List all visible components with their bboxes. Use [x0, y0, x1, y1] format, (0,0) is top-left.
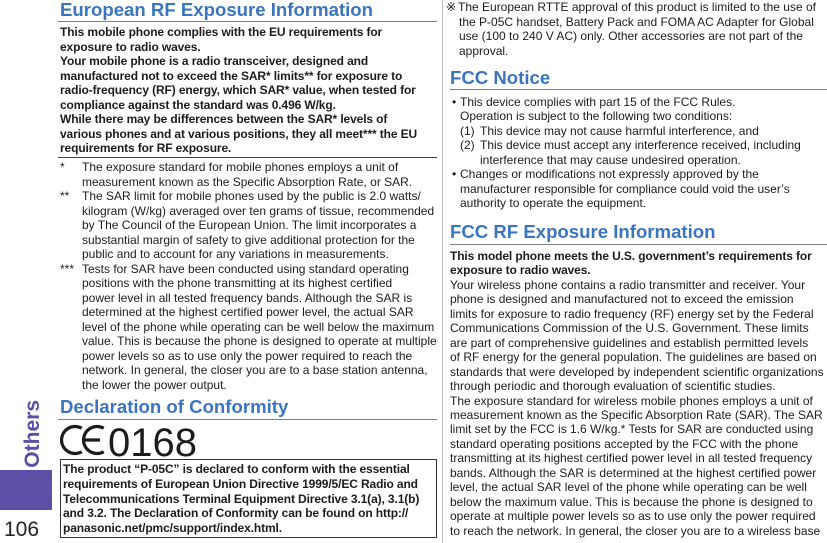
condition-marker: (2) — [460, 138, 475, 153]
footnote — [60, 262, 437, 393]
eu-rf-exposure-heading: European RF Exposure Information — [60, 0, 374, 20]
condition-line: This device may not cause harmful interference, and — [480, 123, 759, 138]
bullet-icon: • — [452, 95, 457, 109]
footnote-line: power level in all tested frequency bands. Although the SAR is — [82, 290, 413, 305]
rf-body-line: phone is designed and manufactured not to exceed the emission — [450, 292, 794, 307]
rf-bold-line: exposure to radio waves. — [450, 263, 591, 278]
footnote-line: level of the phone while operating can be well below the maximum — [82, 319, 435, 334]
eu-intro-line: manufactured not to exceed the SAR* limits** for exposure to — [60, 68, 403, 83]
rf-body-line: to reach the network. In general, the closer you are to a wireless base — [450, 523, 821, 538]
note-line: approval. — [459, 43, 509, 58]
bullet-icon: • — [452, 167, 457, 182]
conformity-line: Telecommunications Terminal Equipment Directive 3.1(a), 3.1(b) — [63, 491, 420, 506]
rf-body-line: through periodic and thorough evaluation of scientific studies. — [450, 379, 776, 394]
fcc-notice-heading: FCC Notice — [450, 67, 551, 88]
eu-intro-line: Your mobile phone is a radio transceiver, designed and — [60, 54, 369, 68]
note-line: use (100 to 240 V AC) only. Other accessories are not part of the — [459, 29, 803, 44]
rf-body-line: measurement known as the Specific Absorption Rate (SAR). The SAR — [450, 407, 823, 422]
footnote-line: substantial margin of safety to give additional protection for the — [82, 232, 415, 247]
footnote — [60, 189, 437, 262]
footnote-line: The exposure standard for mobile phones employs a unit of — [82, 160, 399, 174]
conformity-line: The product “P-05C” is declared to conform with the essential — [63, 462, 410, 476]
heading-rule — [450, 89, 827, 90]
eu-intro-line: While there may be differences between the SAR* levels of — [60, 112, 388, 126]
fcc-rf-exposure-body — [450, 249, 824, 538]
eu-intro-line: requirements for RF exposure. — [60, 141, 232, 155]
rf-bold-line: This model phone meets the U.S. government’s requirements for — [450, 249, 812, 263]
heading-rule — [450, 244, 827, 245]
page-number: 106 — [4, 518, 40, 541]
eu-intro-line: This mobile phone complies with the EU requirements for — [60, 25, 383, 39]
rf-body-line: bands. Although the SAR is determined at the highest certified power — [450, 465, 817, 480]
footnote-line: power levels so as to use only the power required to reach the — [82, 348, 413, 363]
rf-body-line: Your wireless phone contains a radio transmitter and receiver. Your — [450, 277, 806, 292]
footnote-marker: * — [60, 160, 65, 174]
rf-body-line: standards that were developed by independent scientific organizations — [450, 364, 824, 379]
footnote-marker: *** — [60, 261, 75, 276]
rf-body-line: transmitting at its highest certified power level in all tested frequency — [450, 451, 813, 466]
footnote-line: positions with the phone transmitting at its highest certified — [82, 276, 393, 290]
note-line: the P-05C handset, Battery Pack and FOMA AC Adapter for Global — [459, 14, 814, 29]
eu-intro-line: compliance against the standard was 0.496 W/kg. — [60, 97, 336, 112]
column-divider — [442, 0, 443, 543]
heading-rule — [58, 419, 437, 420]
footnote-line: Tests for SAR have been conducted using standard operating — [82, 261, 409, 276]
eu-footnotes — [60, 160, 437, 392]
reference-mark-icon: ※ — [446, 0, 457, 14]
rtte-approval-note — [446, 0, 816, 58]
rf-body-line: limits for exposure to radio frequency (RF) energy set by the Federal — [450, 306, 814, 321]
bullet-line: Changes or modifications not expressly approved by the — [460, 167, 759, 182]
footnote-line: the lower the power output. — [82, 377, 227, 392]
fcc-bullet-item — [452, 95, 801, 167]
rf-body-line: limit set by the FCC is 1.6 W/kg.* Tests for SAR are conducted using — [450, 422, 814, 437]
ce-mark — [60, 423, 210, 459]
footnote-line: network. In general, the closer you are to a base station antenna, — [82, 363, 428, 377]
condition-marker: (1) — [460, 123, 475, 138]
notified-body-number: 0168 — [108, 423, 197, 459]
ce-symbol-logo — [62, 427, 104, 454]
rf-body-line: of RF energy for the general population. The guidelines are based on — [450, 350, 817, 365]
rf-body-line: The exposure standard for wireless mobile phones employs a unit of — [450, 393, 813, 408]
condition-line: This device must accept any interference received, including — [480, 138, 801, 153]
bullet-line: This device complies with part 15 of the FCC Rules. — [460, 95, 736, 109]
bullet-line: Operation is subject to the following two conditions: — [460, 109, 733, 124]
heading-rule — [58, 21, 437, 22]
footnote — [60, 160, 437, 189]
rf-body-line: below the maximum value. This is because the phone is designed to — [450, 494, 813, 509]
conformity-line: panasonic.net/pmc/support/index.html. — [63, 521, 282, 536]
condition-item — [460, 124, 801, 138]
footnote-line: The SAR limit for mobile phones used by the public is 2.0 watts/ — [82, 189, 421, 203]
footnote-line: measurement known as the Specific Absorption Rate, or SAR. — [82, 174, 413, 189]
declaration-of-conformity-heading: Declaration of Conformity — [60, 396, 289, 417]
section-tab-label: Others — [21, 400, 44, 468]
fcc-rf-exposure-heading: FCC RF Exposure Information — [450, 221, 716, 242]
bullet-line: manufacturer responsible for compliance could void the user’s — [460, 181, 790, 196]
eu-intro-line: radio-frequency (RF) energy, which SAR* value, when tested for — [60, 83, 416, 97]
bullet-line: authority to operate the equipment. — [460, 196, 647, 211]
rf-body-line: are part of comprehensive guidelines and establish permitted levels — [450, 335, 809, 350]
intro-separator-rule — [58, 157, 437, 158]
conformity-line: requirements of European Union Directive 1999/5/EC Radio and — [63, 476, 418, 491]
fcc-bullet-item — [452, 167, 801, 210]
rf-body-line: Communications Commission of the U.S. Government. These limits — [450, 321, 809, 336]
rf-body-line: level, the actual SAR level of the phone while operating can be well — [450, 480, 807, 495]
footnote-line: value. This is because the phone is designed to operate at multiple — [82, 334, 437, 348]
footnote-line: by The Council of the European Union. The limit incorporates a — [82, 218, 417, 232]
footnote-line: determined at the highest certified power level, the actual SAR — [82, 305, 414, 319]
eu-intro-line: various phones and at various positions, they all meet*** the EU — [60, 126, 418, 141]
conformity-statement-box — [60, 459, 437, 538]
rf-body-line: operate at multiple power levels so as to use only the power required — [450, 509, 816, 524]
footnote-line: public and to account for any variations in measurements. — [82, 247, 389, 261]
note-line: The European RTTE approval of this product is limited to the use of — [458, 0, 816, 14]
rf-body-line: standard operating positions accepted by the FCC with the phone — [450, 436, 799, 451]
section-tab-marker — [0, 470, 52, 510]
eu-intro-line: exposure to radio waves. — [60, 39, 201, 54]
condition-line: interference that may cause undesired operation. — [480, 152, 741, 167]
footnote-marker: ** — [60, 189, 70, 203]
condition-item — [460, 138, 801, 167]
eu-intro-paragraph — [60, 25, 417, 156]
footnote-line: kilogram (W/kg) averaged over ten grams of tissue, recommended — [82, 203, 435, 218]
conformity-line: and 3.2. The Declaration of Conformity can be found on http:// — [63, 506, 409, 521]
fcc-notice-list — [452, 95, 801, 211]
